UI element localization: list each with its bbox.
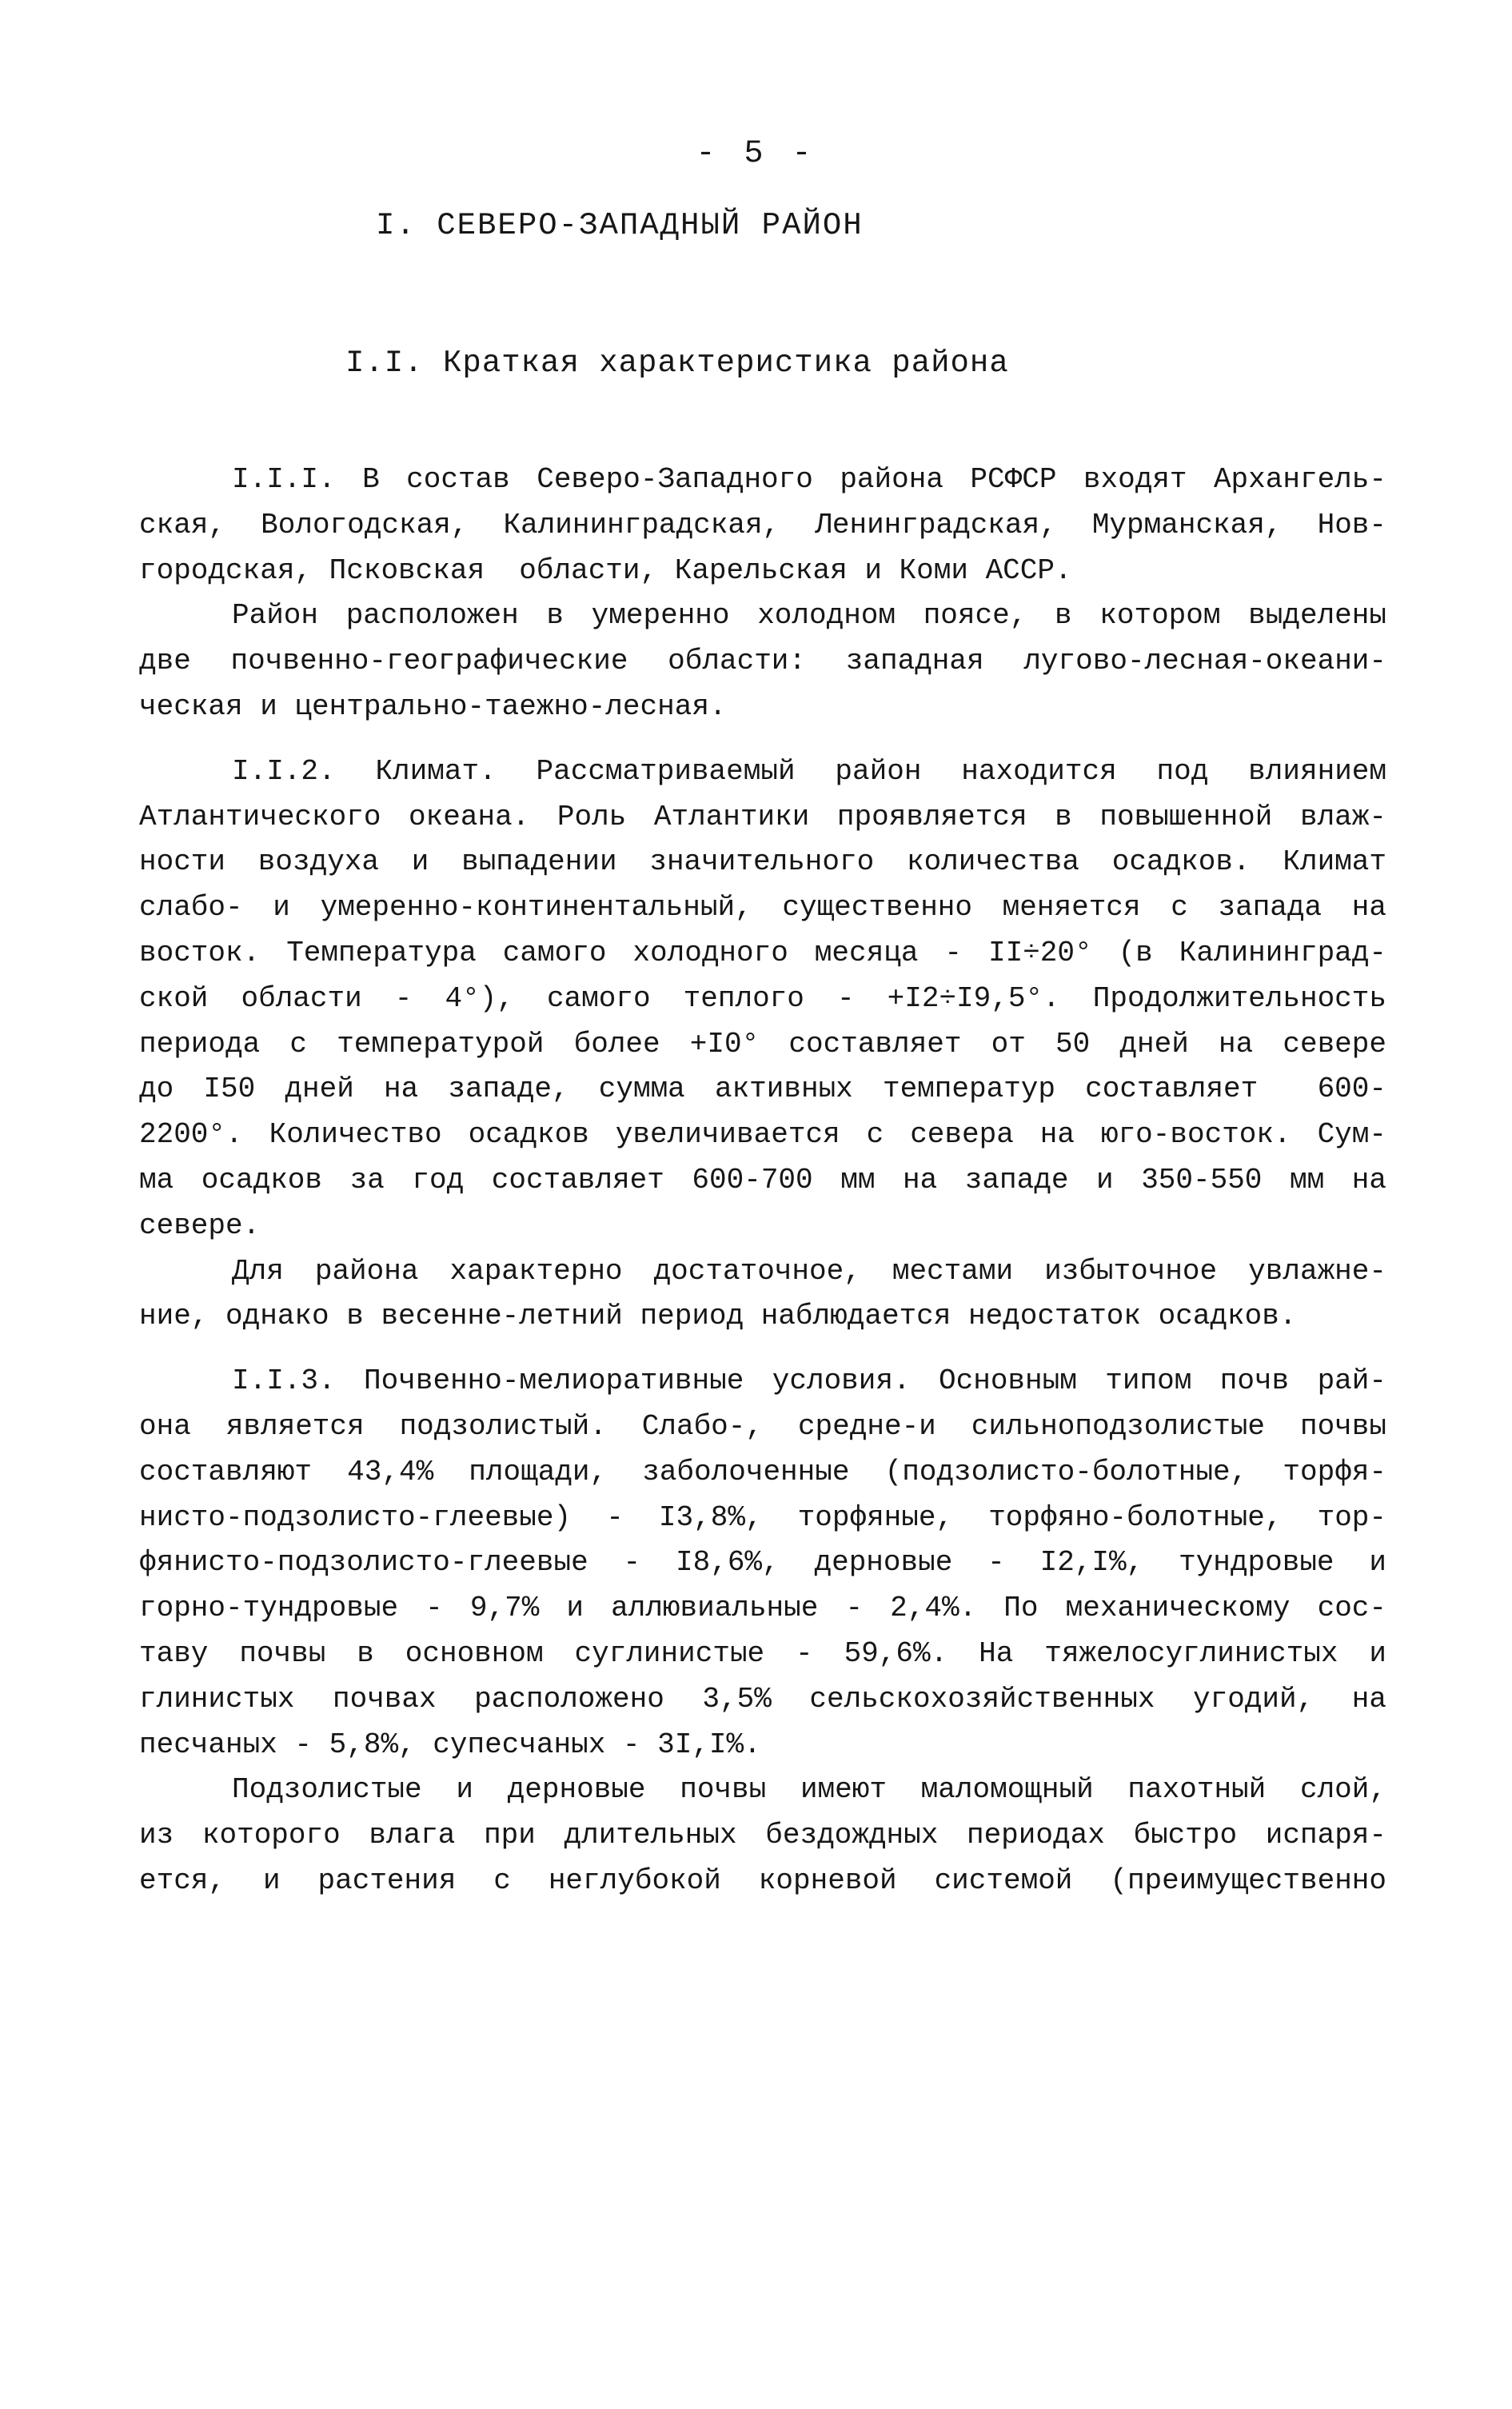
text-line: севере. bbox=[139, 1208, 261, 1242]
text-line: составляют 43,4% площади, заболоченные (подзолисто-болотные, торфя- bbox=[139, 1455, 1386, 1488]
paragraph-topsoil bbox=[139, 1768, 1386, 1904]
text-line: ма осадков за год составляет 600-700 мм на западе и 350-550 мм на bbox=[139, 1163, 1386, 1197]
text-line: она является подзолистый. Слабо-, средне-и сильноподзолистые почвы bbox=[139, 1409, 1386, 1443]
text-line: периода с температурой более +I0° составляет от 50 дней на севере bbox=[139, 1027, 1386, 1061]
text-line: ние, однако в весенне-летний период наблюдается недостаток осадков. bbox=[139, 1300, 1297, 1333]
text-line: слабо- и умеренно-континентальный, существенно меняется с запада на bbox=[139, 891, 1386, 925]
text-line: городская, Псковская области, Карельская и Коми АССР. bbox=[139, 553, 1072, 587]
text-line: Атлантического океана. Роль Атлантики проявляется в повышенной влаж- bbox=[139, 800, 1386, 833]
text-line: ская, Вологодская, Калининградская, Ленинградская, Мурманская, Нов- bbox=[139, 508, 1386, 541]
text-line: горно-тундровые - 9,7% и аллювиальные - 2,4%. По механическому сос- bbox=[139, 1592, 1386, 1625]
paragraph-soil-conditions bbox=[139, 1359, 1386, 1768]
text-line: I.I.3. Почвенно-мелиоративные условия. Основным типом почв рай- bbox=[232, 1364, 1386, 1398]
text-line: I.I.2. Климат. Рассматриваемый район находится под влиянием bbox=[232, 754, 1386, 788]
text-line: ности воздуха и выпадении значительного количества осадков. Климат bbox=[139, 845, 1386, 879]
text-line: из которого влага при длительных бездождных периодах быстро испаря- bbox=[139, 1819, 1386, 1852]
text-line: Район расположен в умеренно холодном поясе, в котором выделены bbox=[232, 599, 1386, 633]
paragraph-climate bbox=[139, 749, 1386, 1249]
text-line: фянисто-подзолисто-глеевые - I8,6%, дерновые - I2,I%, тундровые и bbox=[139, 1546, 1386, 1580]
paragraph-moisture bbox=[139, 1249, 1386, 1340]
paragraph-location bbox=[139, 593, 1386, 729]
subsection-title: I.I. Краткая характеристика района bbox=[345, 346, 1009, 381]
body-text bbox=[139, 457, 1386, 1904]
text-line: таву почвы в основном суглинистые - 59,6%. На тяжелосуглинистых и bbox=[139, 1636, 1386, 1670]
text-line: Для района характерно достаточное, местами избыточное увлажне- bbox=[232, 1254, 1386, 1288]
text-line: ется, и растения с неглубокой корневой системой (преимущественно bbox=[139, 1864, 1386, 1897]
text-line: песчаных - 5,8%, супесчаных - 3I,I%. bbox=[139, 1728, 761, 1761]
paragraph-composition bbox=[139, 457, 1386, 593]
text-line: глинистых почвах расположено 3,5% сельскохозяйственных угодий, на bbox=[139, 1682, 1386, 1716]
text-line: Подзолистые и дерновые почвы имеют маломощный пахотный слой, bbox=[232, 1773, 1386, 1807]
text-line: ской области - 4°), самого теплого - +I2÷I9,5°. Продолжительность bbox=[139, 981, 1386, 1015]
text-line: ческая и центрально-таежно-лесная. bbox=[139, 689, 727, 723]
text-line: восток. Температура самого холодного месяца - II÷20° (в Калининград- bbox=[139, 936, 1386, 969]
section-title: I. СЕВЕРО-ЗАПАДНЫЙ РАЙОН bbox=[376, 208, 864, 243]
text-line: нисто-подзолисто-глеевые) - I3,8%, торфяные, торфяно-болотные, тор- bbox=[139, 1500, 1386, 1534]
text-line: I.I.I. В состав Северо-Западного района РСФСР входят Архангель- bbox=[232, 463, 1386, 496]
text-line: до I50 дней на западе, сумма активных температур составляет 600- bbox=[139, 1073, 1386, 1106]
page-number: - 5 - bbox=[696, 136, 816, 172]
text-line: 2200°. Количество осадков увеличивается с севера на юго-восток. Сум- bbox=[139, 1118, 1386, 1152]
text-line: две почвенно-географические области: западная лугово-лесная-океани- bbox=[139, 645, 1386, 678]
